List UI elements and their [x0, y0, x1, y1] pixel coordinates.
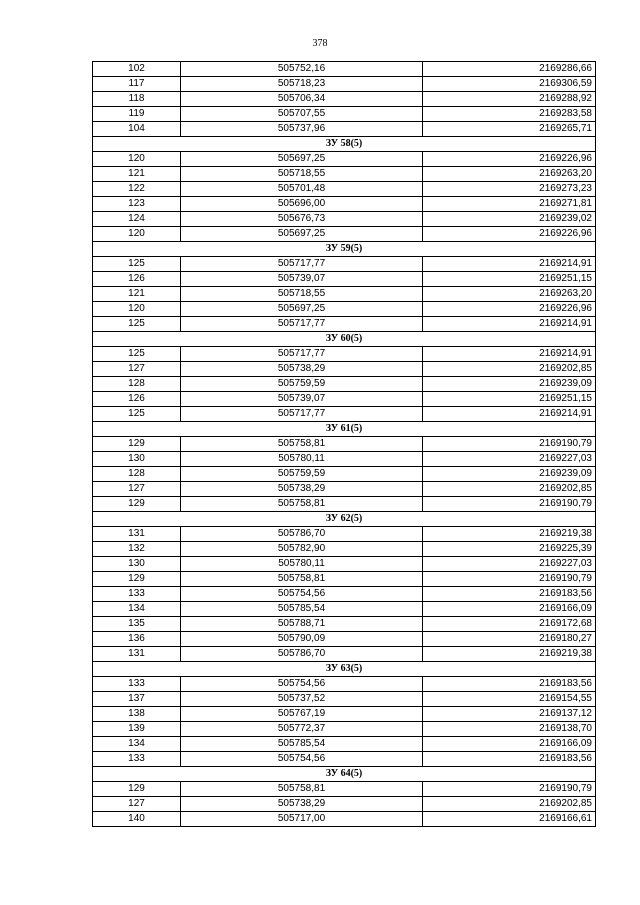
y-coordinate-cell: 2169226,96 — [423, 152, 596, 167]
section-title: ЗУ 62(5) — [93, 512, 596, 527]
point-number-cell: 136 — [93, 632, 181, 647]
point-number-cell: 120 — [93, 152, 181, 167]
x-coordinate-cell: 505717,77 — [181, 317, 423, 332]
point-number-cell: 133 — [93, 587, 181, 602]
point-number-cell: 125 — [93, 347, 181, 362]
point-number-cell: 132 — [93, 542, 181, 557]
y-coordinate-cell: 2169251,15 — [423, 392, 596, 407]
y-coordinate-cell: 2169263,20 — [423, 287, 596, 302]
y-coordinate-cell: 2169283,58 — [423, 107, 596, 122]
y-coordinate-cell: 2169239,09 — [423, 467, 596, 482]
x-coordinate-cell: 505752,16 — [181, 62, 423, 77]
table-row — [93, 707, 596, 722]
table-row — [93, 452, 596, 467]
x-coordinate-cell: 505697,25 — [181, 302, 423, 317]
x-coordinate-cell: 505738,29 — [181, 797, 423, 812]
point-number-cell: 125 — [93, 257, 181, 272]
point-number-cell: 131 — [93, 527, 181, 542]
x-coordinate-cell: 505785,54 — [181, 737, 423, 752]
x-coordinate-cell: 505737,52 — [181, 692, 423, 707]
y-coordinate-cell: 2169154,55 — [423, 692, 596, 707]
y-coordinate-cell: 2169183,56 — [423, 752, 596, 767]
point-number-cell: 124 — [93, 212, 181, 227]
table-row — [93, 377, 596, 392]
table-row — [93, 467, 596, 482]
table-row — [93, 737, 596, 752]
table-row — [93, 677, 596, 692]
table-row — [93, 527, 596, 542]
point-number-cell: 129 — [93, 572, 181, 587]
point-number-cell: 140 — [93, 812, 181, 827]
y-coordinate-cell: 2169227,03 — [423, 557, 596, 572]
section-header-row — [93, 512, 596, 527]
point-number-cell: 102 — [93, 62, 181, 77]
y-coordinate-cell: 2169183,56 — [423, 677, 596, 692]
y-coordinate-cell: 2169227,03 — [423, 452, 596, 467]
y-coordinate-cell: 2169265,71 — [423, 122, 596, 137]
point-number-cell: 118 — [93, 92, 181, 107]
x-coordinate-cell: 505717,77 — [181, 257, 423, 272]
section-title: ЗУ 63(5) — [93, 662, 596, 677]
table-row — [93, 437, 596, 452]
y-coordinate-cell: 2169137,12 — [423, 707, 596, 722]
section-title: ЗУ 59(5) — [93, 242, 596, 257]
coordinates-table-body — [93, 62, 596, 827]
point-number-cell: 129 — [93, 782, 181, 797]
table-row — [93, 587, 596, 602]
x-coordinate-cell: 505754,56 — [181, 677, 423, 692]
x-coordinate-cell: 505718,55 — [181, 167, 423, 182]
point-number-cell: 134 — [93, 737, 181, 752]
point-number-cell: 133 — [93, 752, 181, 767]
y-coordinate-cell: 2169166,61 — [423, 812, 596, 827]
x-coordinate-cell: 505759,59 — [181, 377, 423, 392]
section-header-row — [93, 242, 596, 257]
x-coordinate-cell: 505758,81 — [181, 572, 423, 587]
y-coordinate-cell: 2169219,38 — [423, 527, 596, 542]
point-number-cell: 137 — [93, 692, 181, 707]
x-coordinate-cell: 505786,70 — [181, 527, 423, 542]
table-row — [93, 272, 596, 287]
section-title: ЗУ 61(5) — [93, 422, 596, 437]
x-coordinate-cell: 505754,56 — [181, 587, 423, 602]
point-number-cell: 131 — [93, 647, 181, 662]
section-title: ЗУ 64(5) — [93, 767, 596, 782]
table-row — [93, 602, 596, 617]
y-coordinate-cell: 2169190,79 — [423, 572, 596, 587]
point-number-cell: 127 — [93, 362, 181, 377]
y-coordinate-cell: 2169214,91 — [423, 317, 596, 332]
y-coordinate-cell: 2169219,38 — [423, 647, 596, 662]
point-number-cell: 117 — [93, 77, 181, 92]
y-coordinate-cell: 2169214,91 — [423, 347, 596, 362]
point-number-cell: 133 — [93, 677, 181, 692]
point-number-cell: 127 — [93, 797, 181, 812]
y-coordinate-cell: 2169306,59 — [423, 77, 596, 92]
x-coordinate-cell: 505785,54 — [181, 602, 423, 617]
page-number: 378 — [312, 38, 328, 49]
point-number-cell: 104 — [93, 122, 181, 137]
x-coordinate-cell: 505758,81 — [181, 497, 423, 512]
y-coordinate-cell: 2169190,79 — [423, 782, 596, 797]
table-row — [93, 92, 596, 107]
table-row — [93, 617, 596, 632]
table-row — [93, 62, 596, 77]
point-number-cell: 121 — [93, 287, 181, 302]
x-coordinate-cell: 505717,00 — [181, 812, 423, 827]
y-coordinate-cell: 2169225,39 — [423, 542, 596, 557]
point-number-cell: 130 — [93, 452, 181, 467]
table-row — [93, 302, 596, 317]
point-number-cell: 128 — [93, 377, 181, 392]
y-coordinate-cell: 2169271,81 — [423, 197, 596, 212]
section-header-row — [93, 422, 596, 437]
table-row — [93, 197, 596, 212]
x-coordinate-cell: 505707,55 — [181, 107, 423, 122]
table-row — [93, 797, 596, 812]
table-row — [93, 122, 596, 137]
x-coordinate-cell: 505697,25 — [181, 227, 423, 242]
point-number-cell: 129 — [93, 497, 181, 512]
x-coordinate-cell: 505738,29 — [181, 362, 423, 377]
table-row — [93, 257, 596, 272]
y-coordinate-cell: 2169172,68 — [423, 617, 596, 632]
point-number-cell: 119 — [93, 107, 181, 122]
table-row — [93, 482, 596, 497]
table-row — [93, 77, 596, 92]
table-row — [93, 392, 596, 407]
point-number-cell: 123 — [93, 197, 181, 212]
x-coordinate-cell: 505790,09 — [181, 632, 423, 647]
y-coordinate-cell: 2169180,27 — [423, 632, 596, 647]
x-coordinate-cell: 505701,48 — [181, 182, 423, 197]
y-coordinate-cell: 2169273,23 — [423, 182, 596, 197]
table-row — [93, 182, 596, 197]
x-coordinate-cell: 505739,07 — [181, 272, 423, 287]
table-row — [93, 557, 596, 572]
point-number-cell: 120 — [93, 302, 181, 317]
y-coordinate-cell: 2169286,66 — [423, 62, 596, 77]
x-coordinate-cell: 505717,77 — [181, 407, 423, 422]
table-row — [93, 647, 596, 662]
point-number-cell: 122 — [93, 182, 181, 197]
table-row — [93, 167, 596, 182]
y-coordinate-cell: 2169214,91 — [423, 257, 596, 272]
table-row — [93, 782, 596, 797]
x-coordinate-cell: 505759,59 — [181, 467, 423, 482]
y-coordinate-cell: 2169190,79 — [423, 437, 596, 452]
x-coordinate-cell: 505780,11 — [181, 557, 423, 572]
table-row — [93, 212, 596, 227]
point-number-cell: 125 — [93, 317, 181, 332]
x-coordinate-cell: 505697,25 — [181, 152, 423, 167]
section-title: ЗУ 60(5) — [93, 332, 596, 347]
table-row — [93, 722, 596, 737]
table-row — [93, 572, 596, 587]
x-coordinate-cell: 505758,81 — [181, 782, 423, 797]
y-coordinate-cell: 2169166,09 — [423, 602, 596, 617]
table-row — [93, 752, 596, 767]
table-row — [93, 632, 596, 647]
y-coordinate-cell: 2169239,02 — [423, 212, 596, 227]
y-coordinate-cell: 2169263,20 — [423, 167, 596, 182]
table-row — [93, 287, 596, 302]
point-number-cell: 125 — [93, 407, 181, 422]
x-coordinate-cell: 505717,77 — [181, 347, 423, 362]
y-coordinate-cell: 2169190,79 — [423, 497, 596, 512]
point-number-cell: 120 — [93, 227, 181, 242]
point-number-cell: 129 — [93, 437, 181, 452]
x-coordinate-cell: 505696,00 — [181, 197, 423, 212]
table-row — [93, 317, 596, 332]
y-coordinate-cell: 2169202,85 — [423, 362, 596, 377]
section-header-row — [93, 662, 596, 677]
y-coordinate-cell: 2169138,70 — [423, 722, 596, 737]
section-header-row — [93, 137, 596, 152]
x-coordinate-cell: 505767,19 — [181, 707, 423, 722]
table-row — [93, 497, 596, 512]
x-coordinate-cell: 505788,71 — [181, 617, 423, 632]
point-number-cell: 127 — [93, 482, 181, 497]
x-coordinate-cell: 505758,81 — [181, 437, 423, 452]
x-coordinate-cell: 505706,34 — [181, 92, 423, 107]
y-coordinate-cell: 2169214,91 — [423, 407, 596, 422]
table-row — [93, 152, 596, 167]
section-title: ЗУ 58(5) — [93, 137, 596, 152]
x-coordinate-cell: 505737,96 — [181, 122, 423, 137]
point-number-cell: 138 — [93, 707, 181, 722]
x-coordinate-cell: 505718,55 — [181, 287, 423, 302]
point-number-cell: 135 — [93, 617, 181, 632]
table-row — [93, 542, 596, 557]
y-coordinate-cell: 2169166,09 — [423, 737, 596, 752]
table-row — [93, 812, 596, 827]
y-coordinate-cell: 2169202,85 — [423, 797, 596, 812]
point-number-cell: 126 — [93, 392, 181, 407]
x-coordinate-cell: 505738,29 — [181, 482, 423, 497]
coordinates-table — [92, 61, 596, 827]
y-coordinate-cell: 2169183,56 — [423, 587, 596, 602]
y-coordinate-cell: 2169226,96 — [423, 302, 596, 317]
table-row — [93, 362, 596, 377]
point-number-cell: 139 — [93, 722, 181, 737]
x-coordinate-cell: 505739,07 — [181, 392, 423, 407]
point-number-cell: 126 — [93, 272, 181, 287]
y-coordinate-cell: 2169202,85 — [423, 482, 596, 497]
point-number-cell: 134 — [93, 602, 181, 617]
point-number-cell: 130 — [93, 557, 181, 572]
section-header-row — [93, 767, 596, 782]
x-coordinate-cell: 505754,56 — [181, 752, 423, 767]
table-row — [93, 227, 596, 242]
x-coordinate-cell: 505718,23 — [181, 77, 423, 92]
section-header-row — [93, 332, 596, 347]
x-coordinate-cell: 505782,90 — [181, 542, 423, 557]
x-coordinate-cell: 505786,70 — [181, 647, 423, 662]
table-row — [93, 692, 596, 707]
table-row — [93, 107, 596, 122]
x-coordinate-cell: 505676,73 — [181, 212, 423, 227]
x-coordinate-cell: 505772,37 — [181, 722, 423, 737]
y-coordinate-cell: 2169239,09 — [423, 377, 596, 392]
table-row — [93, 407, 596, 422]
y-coordinate-cell: 2169226,96 — [423, 227, 596, 242]
y-coordinate-cell: 2169288,92 — [423, 92, 596, 107]
x-coordinate-cell: 505780,11 — [181, 452, 423, 467]
table-row — [93, 347, 596, 362]
y-coordinate-cell: 2169251,15 — [423, 272, 596, 287]
point-number-cell: 128 — [93, 467, 181, 482]
point-number-cell: 121 — [93, 167, 181, 182]
